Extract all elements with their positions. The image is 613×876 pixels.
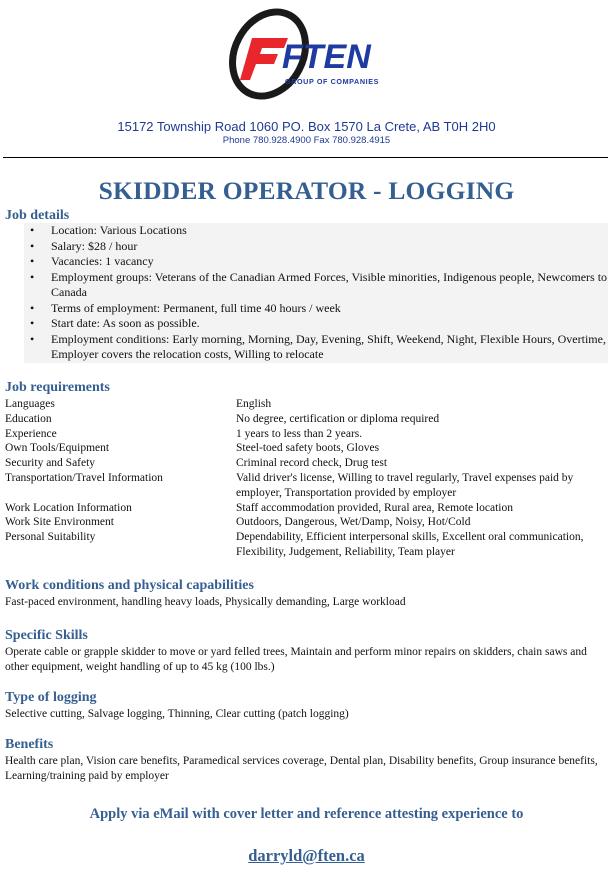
requirement-row: [5, 456, 608, 471]
requirement-label: Own Tools/Equipment: [5, 442, 110, 455]
requirement-label: Work Location Information: [5, 501, 132, 514]
requirement-row: [5, 427, 608, 442]
requirement-value: Staff accommodation provided, Rural area, Remote location: [236, 501, 513, 514]
requirement-label: Transportation/Travel Information: [5, 471, 163, 484]
work-conditions-heading: Work conditions and physical capabilities: [5, 578, 254, 593]
job-title: SKIDDER OPERATOR - LOGGING: [98, 176, 515, 205]
requirement-label: Security and Safety: [5, 457, 96, 470]
requirement-value: Criminal record check, Drug test: [236, 457, 388, 470]
requirement-value: Steel-toed safety boots, Gloves: [236, 442, 380, 455]
specific-skills-text: Operate cable or grapple skidder to move or yard felled trees, Maintain and perform minor repairs on skidders, chain saws and other equipment, weight handling of up to 45 kg (100 lbs.): [5, 646, 587, 673]
job-detail-item: • Employment conditions: Early morning, Morning, Day, Evening, Shift, Weekend, Night, Flexible Hours, Overtime, Employer covers the relocation costs, Willing to relocate: [0, 332, 608, 363]
header-divider: [3, 157, 608, 158]
requirement-row: [5, 441, 608, 456]
company-phone-fax: Phone 780.928.4900 Fax 780.928.4915: [222, 135, 391, 146]
type-of-logging-heading: Type of logging: [5, 690, 97, 705]
requirement-label: Experience: [5, 427, 57, 440]
requirement-row: [5, 530, 608, 560]
requirement-label: Personal Suitability: [5, 531, 96, 544]
email-container: [0, 846, 613, 866]
requirement-label: Work Site Environment: [5, 516, 114, 529]
specific-skills-heading: Specific Skills: [5, 628, 88, 643]
requirement-value: Outdoors, Dangerous, Wet/Damp, Noisy, Hot/Cold: [236, 516, 471, 529]
requirement-label: Education: [5, 412, 52, 425]
job-detail-item: • Start date: As soon as possible.: [0, 316, 608, 332]
apply-instructions: Apply via eMail with cover letter and reference attesting experience to: [89, 806, 524, 822]
job-details-list: [0, 223, 608, 363]
company-address: 15172 Township Road 1060 PO. Box 1570 La Crete, AB T0H 2H0: [117, 119, 496, 134]
requirement-row: [5, 471, 608, 501]
logo-tagline: GROUP OF COMPANIES: [285, 77, 379, 86]
job-detail-item: • Vacancies: 1 vacancy: [0, 254, 608, 270]
type-of-logging-text: Selective cutting, Salvage logging, Thinning, Clear cutting (patch logging): [5, 708, 349, 720]
benefits-text: Health care plan, Vision care benefits, Paramedical services coverage, Dental plan, Disability benefits, Group insurance benefits, Learning/training paid by employer: [5, 755, 598, 782]
requirement-value: No degree, certification or diploma required: [236, 412, 440, 425]
job-detail-item: • Employment groups: Veterans of the Canadian Armed Forces, Visible minorities, Indigenous people, Newcomers to Canada: [0, 270, 608, 301]
benefits-heading: Benefits: [5, 737, 54, 752]
logo-text: FTEN: [282, 38, 371, 76]
job-requirements-table: [5, 397, 608, 560]
job-detail-item: • Salary: $28 / hour: [0, 239, 608, 255]
apply-email-link[interactable]: darryld@ften.ca: [248, 846, 365, 865]
requirement-value: 1 years to less than 2 years.: [236, 427, 363, 440]
job-details-heading: Job details: [5, 208, 70, 223]
requirement-label: Languages: [5, 398, 55, 410]
job-detail-item: • Terms of employment: Permanent, full time 40 hours / week: [0, 301, 608, 317]
company-logo: [222, 8, 392, 100]
requirement-row: [5, 412, 608, 427]
requirement-value: English: [236, 398, 272, 410]
job-requirements-heading: Job requirements: [5, 380, 110, 395]
requirement-row: [5, 397, 608, 412]
requirement-row: [5, 515, 608, 530]
requirement-row: [5, 501, 608, 516]
work-conditions-text: Fast-paced environment, handling heavy loads, Physically demanding, Large workload: [5, 596, 406, 608]
job-detail-item: • Location: Various Locations: [0, 223, 608, 239]
requirement-value: Valid driver's license, Willing to travel regularly, Travel expenses paid by employer, Transportation provided by employer: [236, 471, 574, 499]
requirement-value: Dependability, Efficient interpersonal skills, Excellent oral communication, Flexibility, Judgement, Reliability, Team player: [236, 531, 584, 558]
